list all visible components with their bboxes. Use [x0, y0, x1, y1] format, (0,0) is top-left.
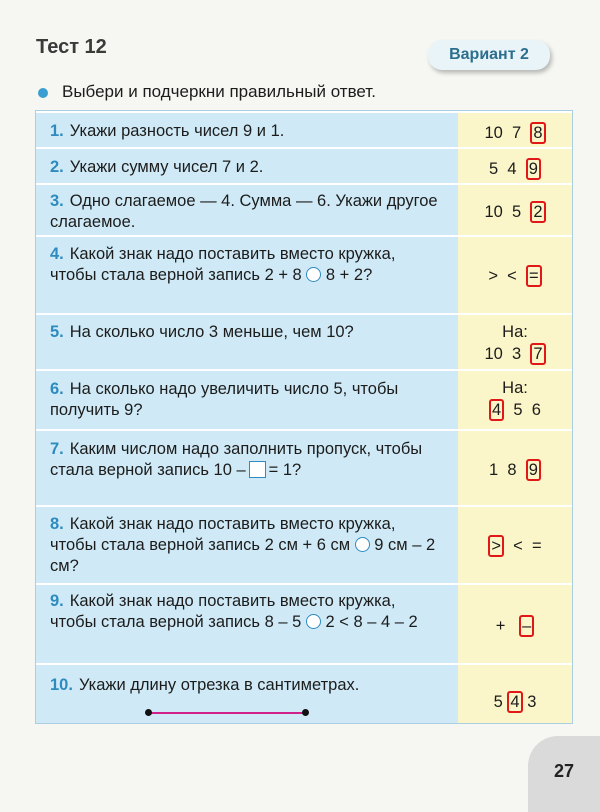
option[interactable]: 10 [484, 345, 503, 363]
question-row-4 [36, 235, 572, 315]
option[interactable]: 5 [493, 693, 503, 711]
answers-9 [458, 615, 572, 637]
question-5: 5. На сколько число 3 меньше, чем 10? [50, 323, 354, 341]
questions-table [35, 110, 573, 724]
option-marked[interactable]: 2 [530, 201, 545, 223]
question-4: 4. Какой знак надо поставить вместо кружка, чтобы стала верной запись 2 + 8 8 + 2? [50, 245, 396, 284]
option-marked[interactable]: 7 [530, 343, 545, 365]
option[interactable]: + [495, 617, 506, 635]
option[interactable]: = [531, 537, 542, 555]
answers-5 [458, 321, 572, 365]
circle-placeholder-icon [306, 614, 321, 629]
question-6: 6. На сколько надо увеличить число 5, чтобы получить 9? [50, 380, 399, 419]
question-1: 1. Укажи разность чисел 9 и 1. [50, 122, 285, 140]
question-row-7 [36, 429, 572, 507]
option-marked[interactable]: > [488, 535, 504, 557]
answers-4 [458, 265, 572, 287]
question-row-1 [36, 111, 572, 149]
option[interactable]: 7 [511, 124, 522, 142]
variant-badge: Вариант 2 [428, 40, 550, 70]
option[interactable]: < [513, 537, 523, 555]
question-3: 3. Одно слагаемое — 4. Сумма — 6. Укажи другое слагаемое. [50, 192, 438, 231]
option[interactable]: 4 [507, 160, 517, 178]
option-marked[interactable]: = [526, 265, 542, 287]
option[interactable]: > [488, 267, 498, 285]
circle-placeholder-icon [355, 537, 370, 552]
answers-3 [458, 201, 572, 223]
line-segment [148, 712, 306, 714]
instruction-text: Выбери и подчеркни правильный ответ. [62, 82, 376, 101]
answers-7 [458, 459, 572, 481]
question-row-8 [36, 505, 572, 585]
option[interactable]: 10 [484, 124, 503, 142]
circle-placeholder-icon [306, 267, 321, 282]
question-9: 9. Какой знак надо поставить вместо кружка, чтобы стала верной запись 8 – 5 2 < 8 – 4 – 2 [50, 592, 418, 631]
question-2: 2. Укажи сумму чисел 7 и 2. [50, 158, 264, 176]
option[interactable]: 5 [511, 203, 522, 221]
option-marked[interactable]: 4 [489, 399, 504, 421]
test-title: Тест 12 [36, 36, 107, 58]
option-marked[interactable]: 4 [507, 691, 522, 713]
question-row-3 [36, 183, 572, 237]
answers-1 [458, 122, 572, 144]
instruction [38, 82, 376, 102]
option[interactable]: 10 [484, 203, 503, 221]
question-row-6 [36, 369, 572, 431]
option-marked[interactable]: – [519, 615, 534, 637]
option-marked[interactable]: 8 [530, 122, 545, 144]
answers-8 [458, 535, 572, 557]
bullet-icon [38, 88, 48, 98]
answers-10 [458, 691, 572, 713]
page-number: 27 [528, 736, 600, 812]
question-row-5 [36, 313, 572, 371]
question-row-9 [36, 583, 572, 665]
option[interactable]: 3 [527, 693, 537, 711]
option-marked[interactable]: 9 [526, 459, 541, 481]
option[interactable]: 3 [511, 345, 522, 363]
option[interactable]: < [507, 267, 517, 285]
question-10: 10. Укажи длину отрезка в сантиметрах. [50, 676, 360, 694]
option[interactable]: 8 [507, 461, 517, 479]
question-row-2 [36, 147, 572, 185]
answers-6 [458, 377, 572, 421]
question-7: 7. Каким числом надо заполнить пропуск, чтобы стала верной запись 10 – = 1? [50, 440, 423, 479]
question-8: 8. Какой знак надо поставить вместо кружка, чтобы стала верной запись 2 см + 6 см 9 см – 2 см? [50, 515, 436, 575]
segment-end-point [302, 709, 309, 716]
option[interactable]: 5 [513, 401, 523, 419]
blank-box-icon [249, 461, 266, 478]
option[interactable]: 6 [531, 401, 541, 419]
option[interactable]: 5 [489, 160, 499, 178]
answer-prefix: На: [502, 323, 528, 341]
option-marked[interactable]: 9 [526, 158, 541, 180]
option[interactable]: 1 [489, 461, 499, 479]
segment-start-point [145, 709, 152, 716]
answers-2 [458, 158, 572, 180]
answer-prefix: На: [502, 379, 528, 397]
